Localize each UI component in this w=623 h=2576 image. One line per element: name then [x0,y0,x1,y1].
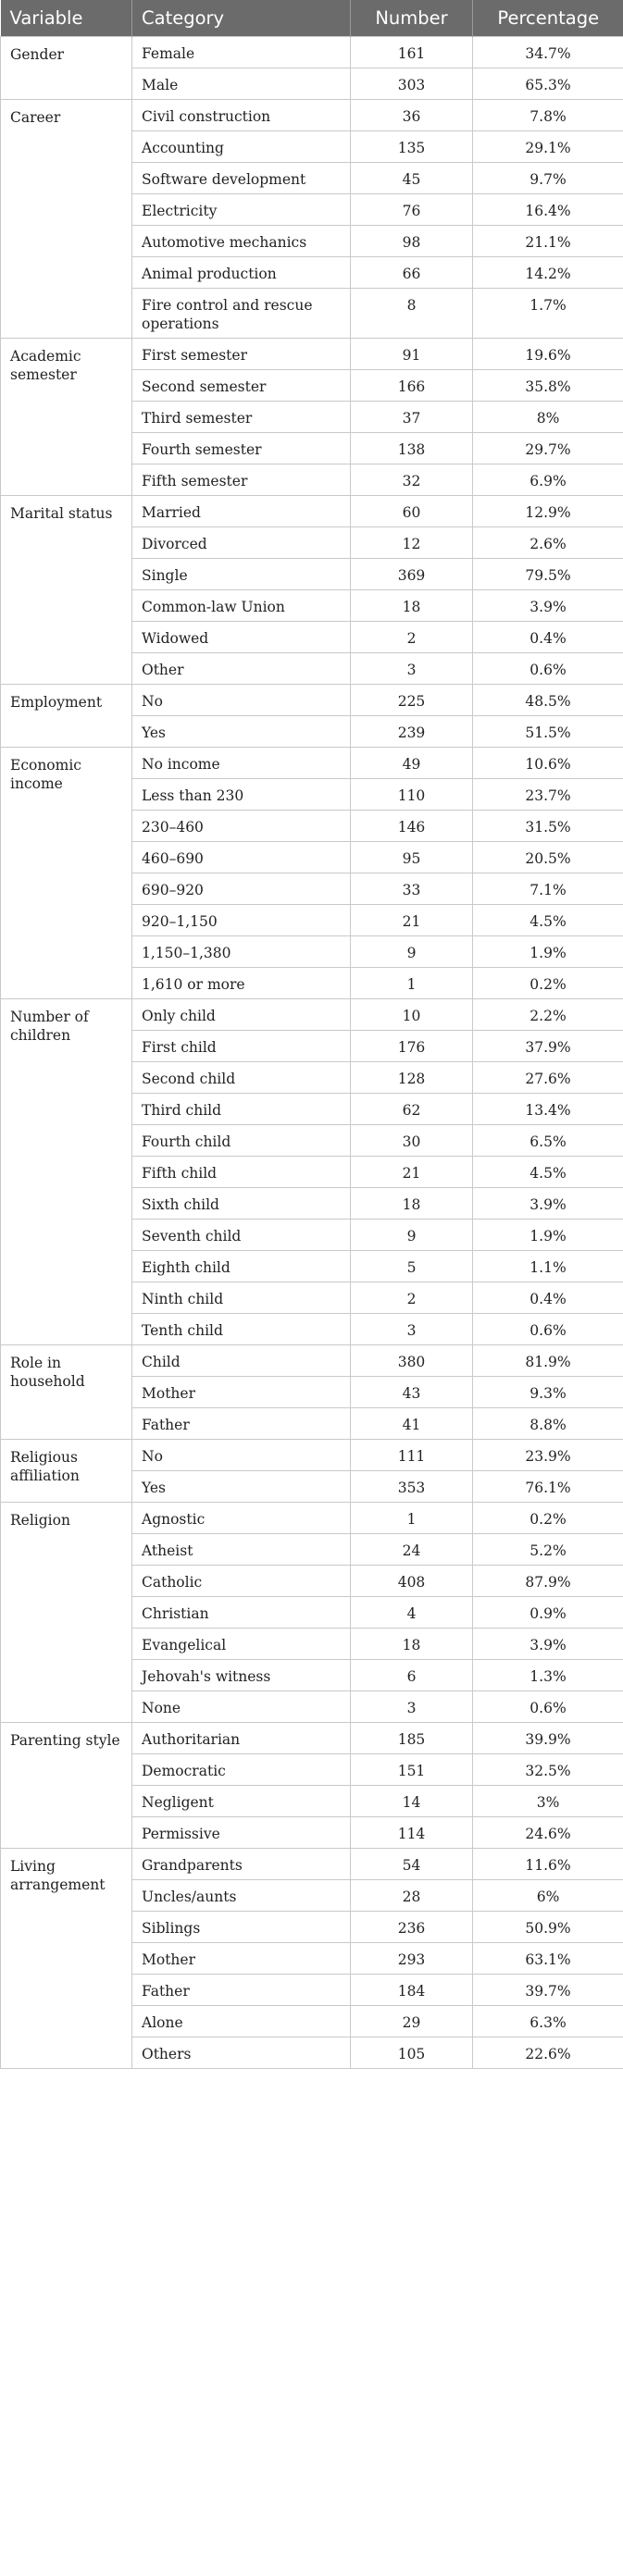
percentage-cell: 1.1% [473,1251,623,1282]
percentage-cell: 31.5% [473,811,623,842]
variable-cell: Religion [1,1503,132,1723]
category-cell: Animal production [132,257,351,289]
percentage-cell: 7.8% [473,100,623,131]
number-cell: 1 [351,1503,473,1534]
percentage-cell: 63.1% [473,1943,623,1975]
category-cell: No [132,685,351,716]
percentage-cell: 29.7% [473,433,623,464]
variable-cell: Marital status [1,496,132,685]
percentage-cell: 50.9% [473,1912,623,1943]
number-cell: 91 [351,339,473,370]
number-cell: 76 [351,194,473,226]
category-cell: 230–460 [132,811,351,842]
percentage-cell: 2.2% [473,999,623,1031]
percentage-cell: 7.1% [473,873,623,905]
category-cell: Mother [132,1377,351,1408]
category-cell: Second child [132,1062,351,1094]
number-cell: 24 [351,1534,473,1566]
table-row [1,1849,623,1880]
table-row [1,496,623,527]
category-cell: Fire control and rescue operations [132,289,351,339]
percentage-cell: 20.5% [473,842,623,873]
category-cell: 1,150–1,380 [132,936,351,968]
number-cell: 3 [351,653,473,685]
percentage-cell: 8% [473,402,623,433]
category-cell: Others [132,2037,351,2069]
category-cell: Sixth child [132,1188,351,1220]
number-cell: 408 [351,1566,473,1597]
category-cell: Ninth child [132,1282,351,1314]
percentage-cell: 8.8% [473,1408,623,1440]
percentage-cell: 9.3% [473,1377,623,1408]
category-cell: Fourth semester [132,433,351,464]
percentage-cell: 39.7% [473,1975,623,2006]
number-cell: 8 [351,289,473,339]
number-cell: 6 [351,1660,473,1691]
percentage-cell: 37.9% [473,1031,623,1062]
category-cell: No income [132,748,351,779]
number-cell: 21 [351,905,473,936]
percentage-cell: 48.5% [473,685,623,716]
number-cell: 293 [351,1943,473,1975]
percentage-cell: 11.6% [473,1849,623,1880]
category-cell: First semester [132,339,351,370]
variable-cell: Gender [1,37,132,100]
table-row [1,100,623,131]
number-cell: 10 [351,999,473,1031]
number-cell: 236 [351,1912,473,1943]
number-cell: 33 [351,873,473,905]
percentage-cell: 5.2% [473,1534,623,1566]
category-cell: Catholic [132,1566,351,1597]
percentage-cell: 34.7% [473,37,623,68]
number-cell: 369 [351,559,473,590]
category-cell: Married [132,496,351,527]
category-cell: Eighth child [132,1251,351,1282]
category-cell: Fourth child [132,1125,351,1157]
percentage-cell: 27.6% [473,1062,623,1094]
number-cell: 30 [351,1125,473,1157]
percentage-cell: 2.6% [473,527,623,559]
percentage-cell: 13.4% [473,1094,623,1125]
percentage-cell: 6% [473,1880,623,1912]
percentage-cell: 4.5% [473,1157,623,1188]
category-cell: Single [132,559,351,590]
percentage-cell: 14.2% [473,257,623,289]
category-cell: Atheist [132,1534,351,1566]
percentage-cell: 4.5% [473,905,623,936]
number-cell: 36 [351,100,473,131]
category-cell: Evangelical [132,1629,351,1660]
number-cell: 18 [351,1629,473,1660]
percentage-cell: 0.4% [473,622,623,653]
category-cell: Automotive mechanics [132,226,351,257]
category-cell: Jehovah's witness [132,1660,351,1691]
number-cell: 66 [351,257,473,289]
category-cell: Father [132,1975,351,2006]
category-cell: Agnostic [132,1503,351,1534]
percentage-cell: 1.3% [473,1660,623,1691]
number-cell: 176 [351,1031,473,1062]
percentage-cell: 39.9% [473,1723,623,1754]
percentage-cell: 6.3% [473,2006,623,2037]
percentage-cell: 3.9% [473,590,623,622]
category-cell: Widowed [132,622,351,653]
variable-cell: Academic semester [1,339,132,496]
number-cell: 18 [351,590,473,622]
category-cell: Third child [132,1094,351,1125]
percentage-cell: 29.1% [473,131,623,163]
number-cell: 54 [351,1849,473,1880]
category-cell: No [132,1440,351,1471]
number-cell: 1 [351,968,473,999]
percentage-cell: 6.5% [473,1125,623,1157]
table-row [1,1345,623,1377]
percentage-cell: 1.7% [473,289,623,339]
number-cell: 37 [351,402,473,433]
number-cell: 45 [351,163,473,194]
variable-cell: Religious affiliation [1,1440,132,1503]
category-cell: 690–920 [132,873,351,905]
percentage-cell: 87.9% [473,1566,623,1597]
table-row [1,1503,623,1534]
number-cell: 49 [351,748,473,779]
percentage-cell: 3% [473,1786,623,1817]
percentage-cell: 21.1% [473,226,623,257]
percentage-cell: 24.6% [473,1817,623,1849]
category-cell: Negligent [132,1786,351,1817]
category-cell: Permissive [132,1817,351,1849]
category-cell: 460–690 [132,842,351,873]
percentage-cell: 19.6% [473,339,623,370]
number-cell: 14 [351,1786,473,1817]
percentage-cell: 76.1% [473,1471,623,1503]
category-cell: None [132,1691,351,1723]
category-cell: Software development [132,163,351,194]
table-row [1,999,623,1031]
percentage-cell: 1.9% [473,1220,623,1251]
category-cell: Female [132,37,351,68]
number-cell: 98 [351,226,473,257]
number-cell: 353 [351,1471,473,1503]
category-cell: Father [132,1408,351,1440]
number-cell: 3 [351,1314,473,1345]
percentage-cell: 10.6% [473,748,623,779]
percentage-cell: 3.9% [473,1188,623,1220]
table-row [1,748,623,779]
number-cell: 225 [351,685,473,716]
number-cell: 380 [351,1345,473,1377]
category-cell: Divorced [132,527,351,559]
table-row [1,685,623,716]
number-cell: 9 [351,1220,473,1251]
category-cell: Electricity [132,194,351,226]
percentage-cell: 32.5% [473,1754,623,1786]
category-cell: Less than 230 [132,779,351,811]
category-cell: Siblings [132,1912,351,1943]
percentage-cell: 3.9% [473,1629,623,1660]
number-cell: 29 [351,2006,473,2037]
variable-cell: Parenting style [1,1723,132,1849]
number-cell: 185 [351,1723,473,1754]
header-variable: Variable [1,0,132,37]
percentage-cell: 16.4% [473,194,623,226]
category-cell: Second semester [132,370,351,402]
number-cell: 303 [351,68,473,100]
variable-cell: Employment [1,685,132,748]
number-cell: 32 [351,464,473,496]
category-cell: Grandparents [132,1849,351,1880]
number-cell: 166 [351,370,473,402]
percentage-cell: 1.9% [473,936,623,968]
number-cell: 62 [351,1094,473,1125]
percentage-cell: 0.6% [473,653,623,685]
number-cell: 4 [351,1597,473,1629]
category-cell: 1,610 or more [132,968,351,999]
category-cell: Third semester [132,402,351,433]
category-cell: Uncles/aunts [132,1880,351,1912]
percentage-cell: 9.7% [473,163,623,194]
number-cell: 184 [351,1975,473,2006]
number-cell: 28 [351,1880,473,1912]
header-number: Number [351,0,473,37]
category-cell: Other [132,653,351,685]
variable-cell: Economic income [1,748,132,999]
number-cell: 3 [351,1691,473,1723]
number-cell: 21 [351,1157,473,1188]
category-cell: Mother [132,1943,351,1975]
header-percentage: Percentage [473,0,623,37]
number-cell: 114 [351,1817,473,1849]
number-cell: 41 [351,1408,473,1440]
header-category: Category [132,0,351,37]
number-cell: 60 [351,496,473,527]
number-cell: 110 [351,779,473,811]
percentage-cell: 23.7% [473,779,623,811]
percentage-cell: 22.6% [473,2037,623,2069]
category-cell: Fifth semester [132,464,351,496]
category-cell: 920–1,150 [132,905,351,936]
percentage-cell: 23.9% [473,1440,623,1471]
percentage-cell: 51.5% [473,716,623,748]
category-cell: Accounting [132,131,351,163]
number-cell: 2 [351,622,473,653]
category-cell: Yes [132,716,351,748]
table-header [1,0,623,37]
table-row [1,1440,623,1471]
percentage-cell: 35.8% [473,370,623,402]
category-cell: Common-law Union [132,590,351,622]
table-row [1,339,623,370]
category-cell: Christian [132,1597,351,1629]
percentage-cell: 0.6% [473,1314,623,1345]
number-cell: 128 [351,1062,473,1094]
category-cell: Yes [132,1471,351,1503]
number-cell: 12 [351,527,473,559]
number-cell: 18 [351,1188,473,1220]
category-cell: Fifth child [132,1157,351,1188]
number-cell: 111 [351,1440,473,1471]
number-cell: 105 [351,2037,473,2069]
number-cell: 9 [351,936,473,968]
number-cell: 43 [351,1377,473,1408]
table-body [1,37,623,2069]
number-cell: 146 [351,811,473,842]
category-cell: Tenth child [132,1314,351,1345]
header-row [1,0,623,37]
category-cell: First child [132,1031,351,1062]
variable-cell: Number of children [1,999,132,1345]
table-row [1,37,623,68]
table-row [1,1723,623,1754]
percentage-cell: 6.9% [473,464,623,496]
percentage-cell: 79.5% [473,559,623,590]
category-cell: Male [132,68,351,100]
percentage-cell: 0.9% [473,1597,623,1629]
percentage-cell: 0.6% [473,1691,623,1723]
category-cell: Alone [132,2006,351,2037]
number-cell: 5 [351,1251,473,1282]
category-cell: Seventh child [132,1220,351,1251]
percentage-cell: 0.2% [473,1503,623,1534]
variable-cell: Living arrangement [1,1849,132,2069]
percentage-cell: 0.2% [473,968,623,999]
number-cell: 151 [351,1754,473,1786]
percentage-cell: 81.9% [473,1345,623,1377]
percentage-cell: 65.3% [473,68,623,100]
variable-cell: Career [1,100,132,339]
category-cell: Only child [132,999,351,1031]
number-cell: 239 [351,716,473,748]
number-cell: 138 [351,433,473,464]
percentage-cell: 0.4% [473,1282,623,1314]
category-cell: Civil construction [132,100,351,131]
percentage-cell: 12.9% [473,496,623,527]
category-cell: Democratic [132,1754,351,1786]
number-cell: 2 [351,1282,473,1314]
number-cell: 95 [351,842,473,873]
variable-cell: Role in household [1,1345,132,1440]
category-cell: Authoritarian [132,1723,351,1754]
category-cell: Child [132,1345,351,1377]
number-cell: 135 [351,131,473,163]
number-cell: 161 [351,37,473,68]
